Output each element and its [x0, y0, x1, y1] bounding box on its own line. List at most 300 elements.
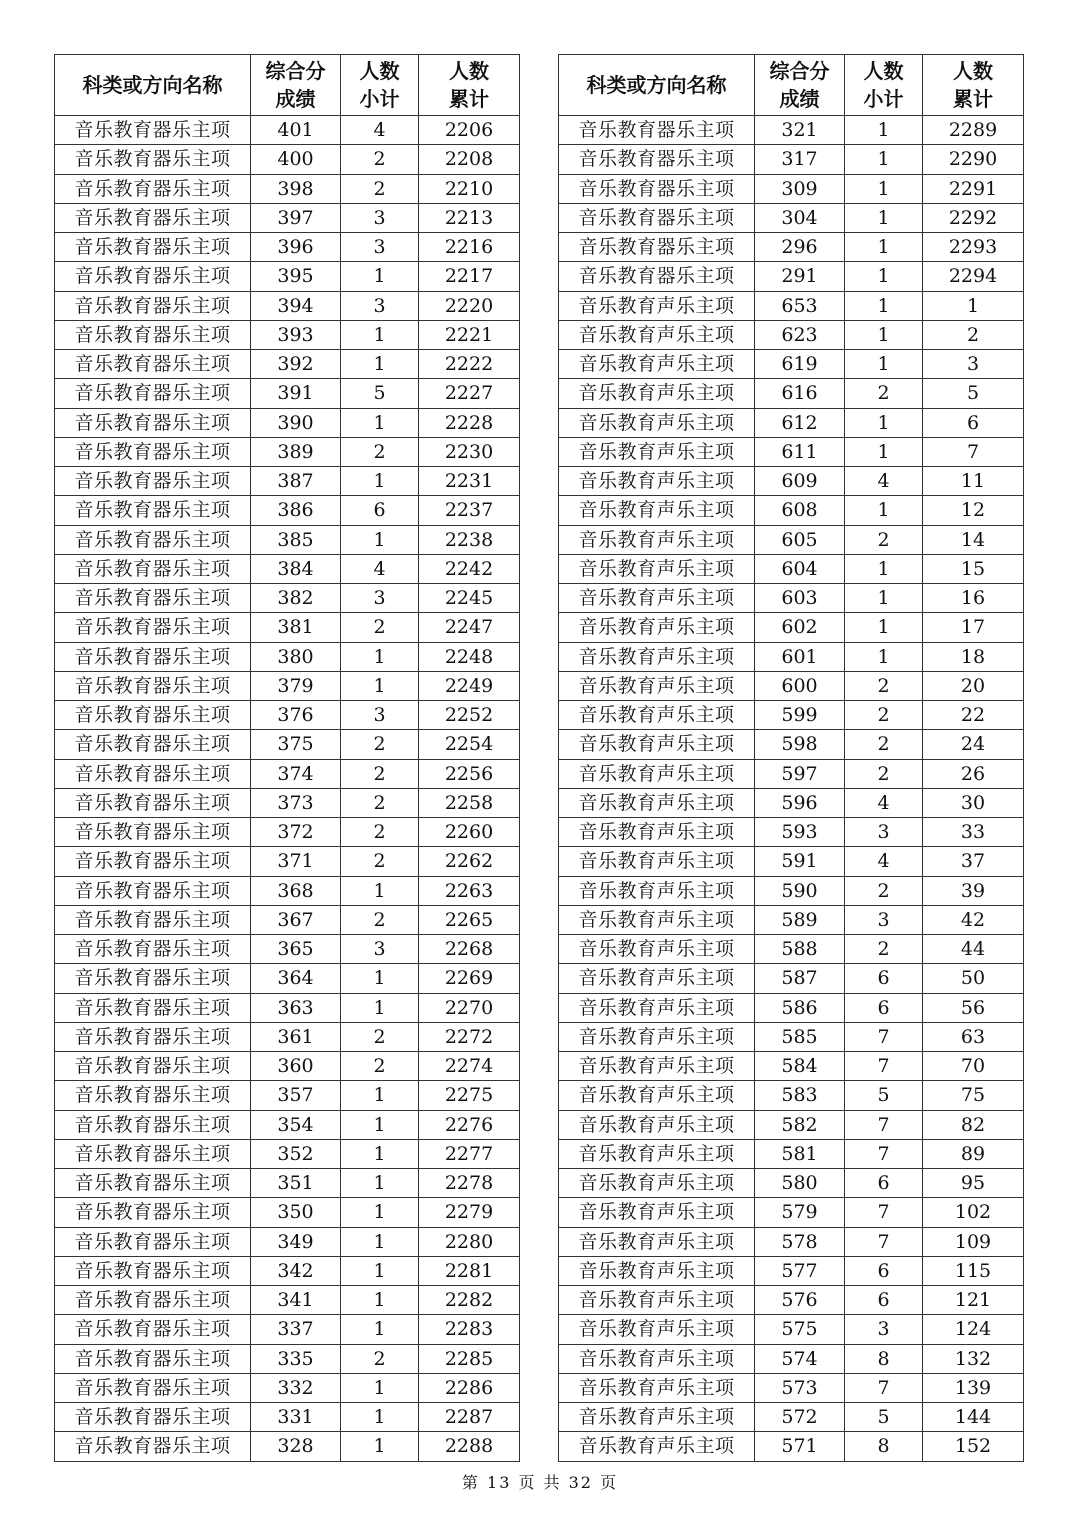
cell-cumulative: 2285 — [419, 1344, 520, 1373]
table-row — [55, 847, 520, 876]
cell-score: 571 — [755, 1432, 845, 1461]
cell-category: 音乐教育器乐主项 — [55, 701, 251, 730]
cell-category: 音乐教育器乐主项 — [55, 788, 251, 817]
cell-cumulative: 2252 — [419, 701, 520, 730]
cell-cumulative: 3 — [923, 350, 1024, 379]
table-row — [559, 320, 1024, 349]
cell-count: 4 — [845, 847, 923, 876]
cell-cumulative: 56 — [923, 993, 1024, 1022]
cell-score: 357 — [251, 1081, 341, 1110]
cell-count: 2 — [341, 145, 419, 174]
cell-count: 1 — [341, 1432, 419, 1461]
cell-category: 音乐教育声乐主项 — [559, 1052, 755, 1081]
cell-category: 音乐教育器乐主项 — [55, 1110, 251, 1139]
cell-category: 音乐教育器乐主项 — [55, 1022, 251, 1051]
cell-count: 1 — [341, 1256, 419, 1285]
cell-count: 3 — [341, 203, 419, 232]
cell-count: 7 — [845, 1373, 923, 1402]
cell-count: 1 — [845, 233, 923, 262]
cell-score: 291 — [755, 262, 845, 291]
cell-cumulative: 2283 — [419, 1315, 520, 1344]
cell-count: 3 — [341, 233, 419, 262]
cell-cumulative: 2269 — [419, 964, 520, 993]
cell-cumulative: 139 — [923, 1373, 1024, 1402]
cell-cumulative: 2221 — [419, 320, 520, 349]
cell-count: 6 — [341, 496, 419, 525]
cell-cumulative: 2286 — [419, 1373, 520, 1402]
cell-count: 4 — [341, 554, 419, 583]
table-row — [55, 1198, 520, 1227]
cell-cumulative: 2268 — [419, 935, 520, 964]
cell-count: 1 — [341, 1110, 419, 1139]
cell-count: 1 — [845, 350, 923, 379]
cell-cumulative: 42 — [923, 905, 1024, 934]
table-row — [559, 174, 1024, 203]
cell-score: 296 — [755, 233, 845, 262]
table-row — [55, 935, 520, 964]
cell-cumulative: 2291 — [923, 174, 1024, 203]
cell-score: 582 — [755, 1110, 845, 1139]
cell-count: 5 — [845, 1081, 923, 1110]
table-row — [559, 496, 1024, 525]
table-header-row — [559, 55, 1024, 116]
cell-category: 音乐教育器乐主项 — [55, 291, 251, 320]
cell-score: 352 — [251, 1139, 341, 1168]
cell-count: 2 — [341, 759, 419, 788]
cell-cumulative: 2242 — [419, 554, 520, 583]
table-row — [559, 1110, 1024, 1139]
table-row — [559, 291, 1024, 320]
cell-count: 3 — [341, 935, 419, 964]
page-number: 第 13 页 共 32 页 — [461, 1473, 619, 1492]
table-row — [559, 993, 1024, 1022]
cell-score: 586 — [755, 993, 845, 1022]
cell-count: 2 — [845, 525, 923, 554]
table-row — [55, 1022, 520, 1051]
cell-category: 音乐教育声乐主项 — [559, 1169, 755, 1198]
table-row — [559, 671, 1024, 700]
cell-count: 1 — [845, 408, 923, 437]
cell-cumulative: 2290 — [923, 145, 1024, 174]
cell-category: 音乐教育声乐主项 — [559, 1022, 755, 1051]
cell-category: 音乐教育声乐主项 — [559, 1403, 755, 1432]
cell-count: 1 — [341, 408, 419, 437]
table-row — [559, 1344, 1024, 1373]
cell-category: 音乐教育声乐主项 — [559, 1081, 755, 1110]
table-row — [559, 1403, 1024, 1432]
cell-category: 音乐教育声乐主项 — [559, 467, 755, 496]
cell-count: 1 — [341, 1403, 419, 1432]
cell-count: 1 — [845, 613, 923, 642]
table-row — [55, 437, 520, 466]
table-row — [559, 1081, 1024, 1110]
cell-cumulative: 109 — [923, 1227, 1024, 1256]
table-row — [559, 642, 1024, 671]
cell-category: 音乐教育声乐主项 — [559, 701, 755, 730]
cell-category: 音乐教育器乐主项 — [55, 613, 251, 642]
cell-cumulative: 2228 — [419, 408, 520, 437]
table-body-left — [55, 116, 520, 1462]
cell-category: 音乐教育声乐主项 — [559, 759, 755, 788]
table-row — [55, 584, 520, 613]
cell-cumulative: 24 — [923, 730, 1024, 759]
cell-cumulative: 2231 — [419, 467, 520, 496]
cell-cumulative: 20 — [923, 671, 1024, 700]
cell-score: 590 — [755, 876, 845, 905]
cell-count: 1 — [341, 1081, 419, 1110]
table-row — [559, 525, 1024, 554]
table-row — [55, 291, 520, 320]
cell-category: 音乐教育器乐主项 — [559, 203, 755, 232]
cell-category: 音乐教育器乐主项 — [55, 379, 251, 408]
table-row — [559, 116, 1024, 145]
header-count: 人数 小计 — [845, 55, 923, 116]
cell-cumulative: 30 — [923, 788, 1024, 817]
cell-score: 389 — [251, 437, 341, 466]
table-row — [55, 613, 520, 642]
cell-category: 音乐教育器乐主项 — [55, 350, 251, 379]
cell-score: 608 — [755, 496, 845, 525]
cell-count: 1 — [845, 262, 923, 291]
table-row — [55, 1432, 520, 1461]
cell-score: 593 — [755, 818, 845, 847]
cell-category: 音乐教育器乐主项 — [559, 174, 755, 203]
cell-count: 7 — [845, 1227, 923, 1256]
cell-count: 2 — [845, 759, 923, 788]
table-row — [559, 233, 1024, 262]
cell-count: 3 — [341, 584, 419, 613]
cell-category: 音乐教育器乐主项 — [55, 847, 251, 876]
cell-category: 音乐教育器乐主项 — [55, 818, 251, 847]
table-row — [55, 1344, 520, 1373]
cell-count: 1 — [341, 320, 419, 349]
cell-cumulative: 14 — [923, 525, 1024, 554]
cell-count: 2 — [341, 818, 419, 847]
cell-score: 368 — [251, 876, 341, 905]
cell-score: 609 — [755, 467, 845, 496]
cell-category: 音乐教育器乐主项 — [559, 116, 755, 145]
cell-score: 376 — [251, 701, 341, 730]
cell-category: 音乐教育器乐主项 — [55, 408, 251, 437]
cell-score: 653 — [755, 291, 845, 320]
table-row — [559, 1022, 1024, 1051]
cell-cumulative: 2294 — [923, 262, 1024, 291]
table-row — [55, 671, 520, 700]
cell-category: 音乐教育器乐主项 — [559, 233, 755, 262]
cell-cumulative: 2287 — [419, 1403, 520, 1432]
cell-cumulative: 18 — [923, 642, 1024, 671]
cell-cumulative: 2227 — [419, 379, 520, 408]
cell-cumulative: 50 — [923, 964, 1024, 993]
cell-count: 3 — [341, 701, 419, 730]
table-row — [559, 730, 1024, 759]
cell-count: 3 — [845, 905, 923, 934]
cell-score: 598 — [755, 730, 845, 759]
cell-cumulative: 70 — [923, 1052, 1024, 1081]
cell-cumulative: 2220 — [419, 291, 520, 320]
cell-score: 577 — [755, 1256, 845, 1285]
cell-count: 1 — [341, 1315, 419, 1344]
header-score: 综合分 成绩 — [755, 55, 845, 116]
cell-count: 2 — [341, 905, 419, 934]
cell-cumulative: 2213 — [419, 203, 520, 232]
table-row — [559, 1432, 1024, 1461]
cell-cumulative: 2222 — [419, 350, 520, 379]
cell-category: 音乐教育声乐主项 — [559, 1256, 755, 1285]
table-row — [559, 1315, 1024, 1344]
cell-cumulative: 2254 — [419, 730, 520, 759]
cell-count: 7 — [845, 1198, 923, 1227]
cell-count: 6 — [845, 1169, 923, 1198]
cell-score: 375 — [251, 730, 341, 759]
cell-category: 音乐教育声乐主项 — [559, 1344, 755, 1373]
cell-cumulative: 63 — [923, 1022, 1024, 1051]
cell-count: 2 — [845, 671, 923, 700]
table-row — [559, 1052, 1024, 1081]
cell-count: 4 — [341, 116, 419, 145]
cell-score: 337 — [251, 1315, 341, 1344]
cell-cumulative: 2247 — [419, 613, 520, 642]
cell-category: 音乐教育声乐主项 — [559, 1315, 755, 1344]
cell-score: 611 — [755, 437, 845, 466]
cell-category: 音乐教育器乐主项 — [55, 262, 251, 291]
cell-score: 581 — [755, 1139, 845, 1168]
table-row — [559, 1227, 1024, 1256]
cell-category: 音乐教育声乐主项 — [559, 964, 755, 993]
header-count: 人数 小计 — [341, 55, 419, 116]
header-score: 综合分 成绩 — [251, 55, 341, 116]
cell-category: 音乐教育声乐主项 — [559, 613, 755, 642]
table-row — [55, 818, 520, 847]
cell-score: 379 — [251, 671, 341, 700]
cell-cumulative: 2245 — [419, 584, 520, 613]
cell-category: 音乐教育器乐主项 — [55, 1373, 251, 1402]
table-row — [55, 1139, 520, 1168]
cell-category: 音乐教育器乐主项 — [55, 1403, 251, 1432]
cell-count: 2 — [845, 730, 923, 759]
cell-score: 575 — [755, 1315, 845, 1344]
cell-cumulative: 2210 — [419, 174, 520, 203]
table-row — [55, 145, 520, 174]
cell-score: 573 — [755, 1373, 845, 1402]
cell-category: 音乐教育器乐主项 — [55, 1256, 251, 1285]
cell-count: 1 — [341, 1139, 419, 1168]
cell-cumulative: 5 — [923, 379, 1024, 408]
cell-cumulative: 2258 — [419, 788, 520, 817]
cell-cumulative: 2292 — [923, 203, 1024, 232]
cell-score: 351 — [251, 1169, 341, 1198]
table-row — [55, 876, 520, 905]
cell-category: 音乐教育器乐主项 — [55, 642, 251, 671]
cell-cumulative: 2206 — [419, 116, 520, 145]
cell-count: 1 — [341, 671, 419, 700]
cell-category: 音乐教育声乐主项 — [559, 876, 755, 905]
cell-cumulative: 44 — [923, 935, 1024, 964]
cell-count: 1 — [845, 554, 923, 583]
cell-score: 309 — [755, 174, 845, 203]
cell-cumulative: 2293 — [923, 233, 1024, 262]
cell-cumulative: 2274 — [419, 1052, 520, 1081]
cell-category: 音乐教育声乐主项 — [559, 818, 755, 847]
cell-category: 音乐教育声乐主项 — [559, 291, 755, 320]
cell-count: 1 — [845, 291, 923, 320]
cell-count: 2 — [341, 1022, 419, 1051]
cell-count: 1 — [845, 320, 923, 349]
table-row — [559, 876, 1024, 905]
cell-cumulative: 2217 — [419, 262, 520, 291]
cell-cumulative: 2237 — [419, 496, 520, 525]
table-row — [559, 584, 1024, 613]
cell-cumulative: 75 — [923, 1081, 1024, 1110]
cell-cumulative: 2278 — [419, 1169, 520, 1198]
cell-cumulative: 2277 — [419, 1139, 520, 1168]
cell-score: 603 — [755, 584, 845, 613]
cell-score: 401 — [251, 116, 341, 145]
cell-cumulative: 11 — [923, 467, 1024, 496]
cell-count: 8 — [845, 1432, 923, 1461]
table-row — [559, 350, 1024, 379]
cell-category: 音乐教育声乐主项 — [559, 642, 755, 671]
cell-count: 1 — [341, 467, 419, 496]
score-table-left — [54, 54, 520, 1462]
table-row — [55, 1315, 520, 1344]
cell-category: 音乐教育器乐主项 — [55, 1286, 251, 1315]
cell-cumulative: 2279 — [419, 1198, 520, 1227]
cell-score: 589 — [755, 905, 845, 934]
cell-category: 音乐教育器乐主项 — [55, 116, 251, 145]
cell-category: 音乐教育器乐主项 — [55, 525, 251, 554]
table-row — [559, 1256, 1024, 1285]
cell-count: 6 — [845, 964, 923, 993]
cell-category: 音乐教育器乐主项 — [55, 876, 251, 905]
cell-score: 591 — [755, 847, 845, 876]
cell-category: 音乐教育器乐主项 — [55, 759, 251, 788]
cell-count: 6 — [845, 993, 923, 1022]
cell-count: 7 — [845, 1110, 923, 1139]
cell-category: 音乐教育声乐主项 — [559, 671, 755, 700]
table-row — [55, 1403, 520, 1432]
table-row — [559, 905, 1024, 934]
table-row — [55, 1256, 520, 1285]
cell-score: 602 — [755, 613, 845, 642]
cell-cumulative: 26 — [923, 759, 1024, 788]
cell-score: 605 — [755, 525, 845, 554]
cell-cumulative: 2262 — [419, 847, 520, 876]
cell-category: 音乐教育声乐主项 — [559, 730, 755, 759]
cell-category: 音乐教育器乐主项 — [55, 554, 251, 583]
cell-cumulative: 2281 — [419, 1256, 520, 1285]
cell-count: 1 — [341, 964, 419, 993]
table-row — [55, 1081, 520, 1110]
cell-score: 382 — [251, 584, 341, 613]
table-row — [559, 262, 1024, 291]
cell-score: 601 — [755, 642, 845, 671]
cell-score: 332 — [251, 1373, 341, 1402]
cell-score: 385 — [251, 525, 341, 554]
table-row — [559, 145, 1024, 174]
table-row — [559, 554, 1024, 583]
table-row — [55, 993, 520, 1022]
cell-category: 音乐教育声乐主项 — [559, 1139, 755, 1168]
cell-count: 2 — [341, 174, 419, 203]
table-row — [559, 1198, 1024, 1227]
cell-count: 1 — [845, 642, 923, 671]
cell-score: 317 — [755, 145, 845, 174]
cell-count: 3 — [341, 291, 419, 320]
cell-score: 616 — [755, 379, 845, 408]
cell-count: 1 — [341, 1198, 419, 1227]
cell-category: 音乐教育器乐主项 — [55, 496, 251, 525]
cell-category: 音乐教育器乐主项 — [559, 262, 755, 291]
cell-score: 391 — [251, 379, 341, 408]
table-row — [559, 818, 1024, 847]
cell-cumulative: 95 — [923, 1169, 1024, 1198]
cell-score: 597 — [755, 759, 845, 788]
cell-count: 2 — [845, 379, 923, 408]
cell-category: 音乐教育声乐主项 — [559, 847, 755, 876]
cell-score: 394 — [251, 291, 341, 320]
table-row — [559, 408, 1024, 437]
cell-score: 335 — [251, 1344, 341, 1373]
cell-cumulative: 2248 — [419, 642, 520, 671]
table-row — [55, 525, 520, 554]
cell-count: 1 — [341, 1227, 419, 1256]
cell-cumulative: 132 — [923, 1344, 1024, 1373]
cell-count: 1 — [341, 1169, 419, 1198]
cell-score: 342 — [251, 1256, 341, 1285]
cell-cumulative: 2238 — [419, 525, 520, 554]
cell-score: 304 — [755, 203, 845, 232]
cell-count: 1 — [845, 584, 923, 613]
cell-score: 328 — [251, 1432, 341, 1461]
table-row — [55, 701, 520, 730]
cell-cumulative: 2288 — [419, 1432, 520, 1461]
cell-count: 5 — [845, 1403, 923, 1432]
table-row — [559, 467, 1024, 496]
table-row — [55, 788, 520, 817]
table-row — [55, 408, 520, 437]
cell-category: 音乐教育声乐主项 — [559, 379, 755, 408]
cell-score: 599 — [755, 701, 845, 730]
cell-category: 音乐教育声乐主项 — [559, 408, 755, 437]
cell-score: 600 — [755, 671, 845, 700]
cell-category: 音乐教育器乐主项 — [55, 1315, 251, 1344]
cell-score: 578 — [755, 1227, 845, 1256]
table-row — [55, 642, 520, 671]
cell-category: 音乐教育声乐主项 — [559, 1286, 755, 1315]
cell-category: 音乐教育器乐主项 — [55, 1432, 251, 1461]
cell-count: 5 — [341, 379, 419, 408]
cell-score: 386 — [251, 496, 341, 525]
cell-count: 2 — [341, 788, 419, 817]
cell-category: 音乐教育器乐主项 — [55, 584, 251, 613]
cell-cumulative: 152 — [923, 1432, 1024, 1461]
cell-cumulative: 2272 — [419, 1022, 520, 1051]
cell-count: 7 — [845, 1022, 923, 1051]
table-row — [559, 437, 1024, 466]
cell-count: 6 — [845, 1286, 923, 1315]
cell-score: 387 — [251, 467, 341, 496]
table-row — [55, 467, 520, 496]
cell-cumulative: 2275 — [419, 1081, 520, 1110]
cell-category: 音乐教育器乐主项 — [55, 1344, 251, 1373]
cell-cumulative: 115 — [923, 1256, 1024, 1285]
cell-category: 音乐教育声乐主项 — [559, 905, 755, 934]
cell-cumulative: 17 — [923, 613, 1024, 642]
table-row — [559, 964, 1024, 993]
cell-score: 371 — [251, 847, 341, 876]
cell-category: 音乐教育器乐主项 — [55, 1227, 251, 1256]
